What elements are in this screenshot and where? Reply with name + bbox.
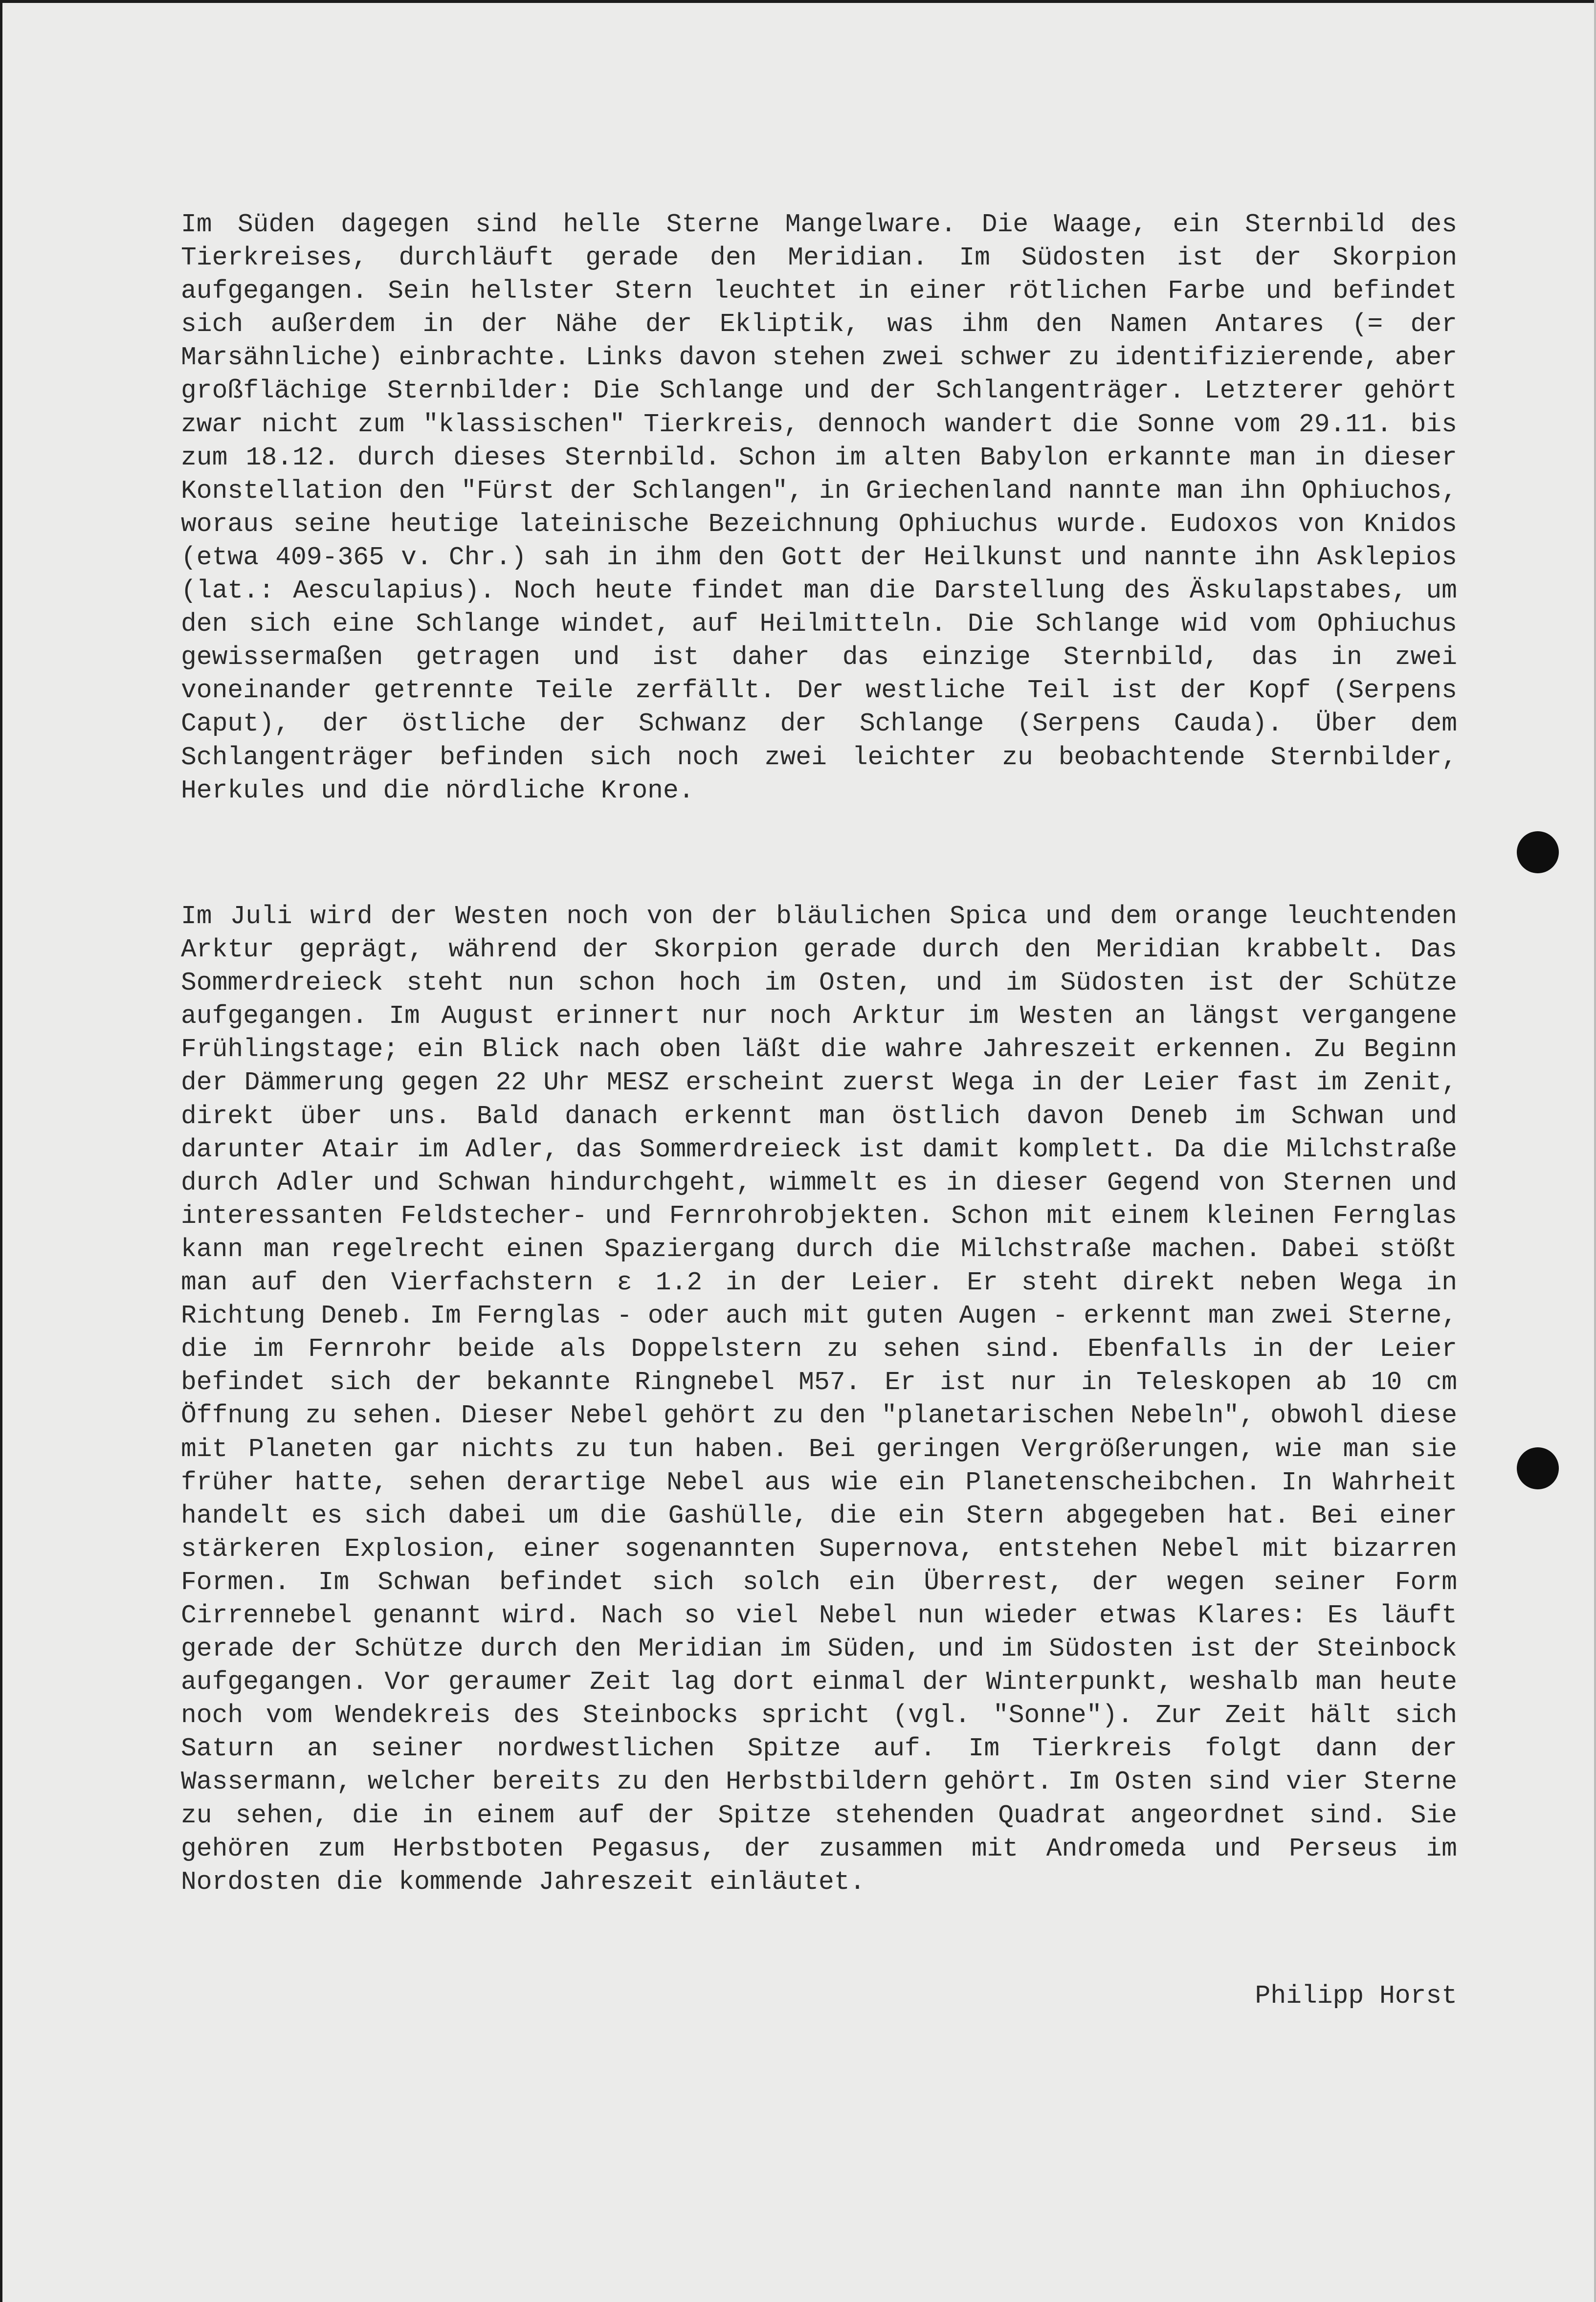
scan-edge-left (0, 0, 2, 2302)
author-signature: Philipp Horst (1255, 1981, 1457, 2011)
punch-hole-icon (1517, 831, 1559, 873)
scan-edge-top (0, 0, 1596, 3)
paragraph-scorpius-ophiuchus: Im Süden dagegen sind helle Sterne Mangelware. Die Waage, ein Sternbild des Tierkreises, durchläuft gerade den Meridian. Im Südosten ist der Skorpion aufgegangen. Sein hellster Stern leuchtet in einer rötlichen Farbe und befindet sich außerdem in der Nähe der Ekliptik, was ihm den Namen Antares (= der Marsähnliche) einbrachte. Links davon stehen zwei schwer zu identifizierende, aber großflächige Sternbilder: Die Schlange und der Schlangenträger. Letzterer gehört zwar nicht zum "klassischen" Tierkreis, dennoch wandert die Sonne vom 29.11. bis zum 18.12. durch dieses Sternbild. Schon im alten Babylon erkannte man in dieser Konstellation den "Fürst der Schlangen", in Griechenland nannte man ihn Ophiuchos, woraus seine heutige lateinische Bezeichnung Ophiuchus wurde. Eudoxos von Knidos (etwa 409-365 v. Chr.) sah in ihm den Gott der Heilkunst und nannte ihn Asklepios (lat.: Aesculapius). Noch heute findet man die Darstellung des Äskulapstabes, um den sich eine Schlange windet, auf Heilmitteln. Die Schlange wid vom Ophiuchus gewissermaßen getragen und ist daher das einzige Sternbild, das in zwei voneinander getrennte Teile zerfällt. Der westliche Teil ist der Kopf (Serpens Caput), der östliche der Schwanz der Schlange (Serpens Cauda). Über dem Schlangenträger befinden sich noch zwei leichter zu beobachtende Sternbilder, Herkules und die nördliche Krone. (181, 210, 1457, 805)
scan-edge-right (1594, 0, 1596, 2302)
punch-hole-icon (1517, 1447, 1559, 1489)
paragraph-summer-sky: Im Juli wird der Westen noch von der bläulichen Spica und dem orange leuchtenden Arktur geprägt, während der Skorpion gerade durch den Meridian krabbelt. Das Sommerdreieck steht nun schon hoch im Osten, und im Südosten ist der Schütze aufgegangen. Im August erinnert nur noch Arktur im Westen an längst vergangene Frühlingstage; ein Blick nach oben läßt die wahre Jahreszeit erkennen. Zu Beginn der Dämmerung gegen 22 Uhr MESZ erscheint zuerst Wega in der Leier fast im Zenit, direkt über uns. Bald danach erkennt man östlich davon Deneb im Schwan und darunter Atair im Adler, das Sommerdreieck ist damit komplett. Da die Milchstraße durch Adler und Schwan hindurchgeht, wimmelt es in dieser Gegend von Sternen und interessanten Feldstecher- und Fernrohrobjekten. Schon mit einem kleinen Fernglas kann man regelrecht einen Spaziergang durch die Milchstraße machen. Dabei stößt man auf den Vierfachstern ε 1.2 in der Leier. Er steht direkt neben Wega in Richtung Deneb. Im Fernglas - oder auch mit guten Augen - erkennt man zwei Sterne, die im Fernrohr beide als Doppelstern zu sehen sind. Ebenfalls in der Leier befindet sich der bekannte Ringnebel M57. Er ist nur in Teleskopen ab 10 cm Öffnung zu sehen. Dieser Nebel gehört zu den "planetarischen Nebeln", obwohl diese mit Planeten gar nichts zu tun haben. Bei geringen Vergrößerungen, wie man sie früher hatte, sehen derartige Nebel aus wie ein Planetenscheibchen. In Wahrheit handelt es sich dabei um die Gashülle, die ein Stern abgegeben hat. Bei einer stärkeren Explosion, einer sogenannten Supernova, entstehen Nebel mit bizarren Formen. Im Schwan befindet sich solch ein Überrest, der wegen seiner Form Cirrennebel genannt wird. Nach so viel Nebel nun wieder etwas Klares: Es läuft gerade der Schütze durch den Meridian im Süden, und im Südosten ist der Steinbock aufgegangen. Vor geraumer Zeit lag dort einmal der Winterpunkt, weshalb man heute noch vom Wendekreis des Steinbocks spricht (vgl. "Sonne"). Zur Zeit hält sich Saturn an seiner nordwestlichen Spitze auf. Im Tierkreis folgt dann der Wassermann, welcher bereits zu den Herbstbildern gehört. Im Osten sind vier Sterne zu sehen, die in einem auf der Spitze stehenden Quadrat angeordnet sind. Sie gehören zum Herbstboten Pegasus, der zusammen mit Andromeda und Perseus im Nordosten die kommende Jahreszeit einläutet. (181, 902, 1457, 1897)
